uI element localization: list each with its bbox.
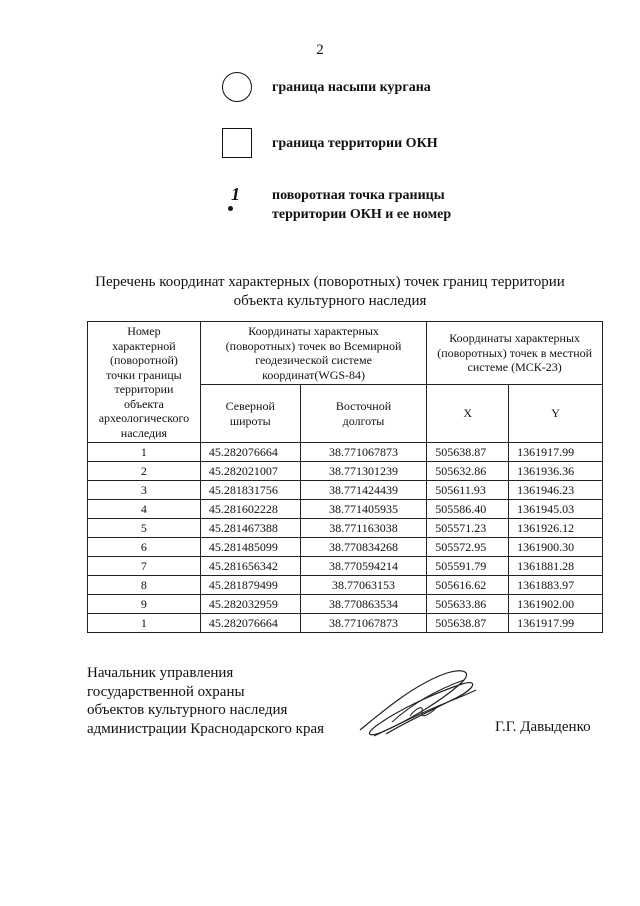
header-y: Y <box>509 385 603 443</box>
mound-boundary-circle-icon <box>222 72 252 102</box>
legend-text: граница территории ОКН <box>272 135 438 151</box>
legend-text: граница насыпи кургана <box>272 79 431 95</box>
header-x: X <box>427 385 509 443</box>
header-point-number: Номер характерной (поворотной) точки границы территории объекта археологического наследия <box>88 322 201 443</box>
table-row: 4 45.281602228 38.771405935 505586.40 1361945.03 <box>88 500 603 519</box>
turning-point-icon <box>222 184 252 222</box>
table-row: 3 45.281831756 38.771424439 505611.93 1361946.23 <box>88 481 603 500</box>
header-wgs84-group: Координаты характерных (поворотных) точек во Всемирной геодезической системе координат(WGS-84) <box>200 322 426 385</box>
table-row: 5 45.281467388 38.771163038 505571.23 1361926.12 <box>88 519 603 538</box>
table-row: 1 45.282076664 38.771067873 505638.87 1361917.99 <box>88 614 603 633</box>
header-latitude: Северной широты <box>200 385 300 443</box>
table-row: 6 45.281485099 38.770834268 505572.95 1361900.30 <box>88 538 603 557</box>
signatory-title: Начальник управления государственной охраны объектов культурного наследия администрации Краснодарского края <box>87 665 325 737</box>
table-row: 9 45.282032959 38.770863534 505633.86 1361902.00 <box>88 595 603 614</box>
table-row: 2 45.282021007 38.771301239 505632.86 1361936.36 <box>88 462 603 481</box>
handwritten-signature <box>352 664 482 744</box>
legend-text: поворотная точка границы территории ОКН и ее номер <box>272 188 452 222</box>
header-longitude: Восточной долготы <box>300 385 427 443</box>
legend-item-territory-boundary <box>222 128 438 158</box>
coordinates-table <box>87 321 603 633</box>
document-title: Перечень координат характерных (поворотных) точек границ территории объекта культурного наследия <box>95 274 565 309</box>
legend-item-turning-point <box>222 186 451 224</box>
turning-point-marker-number: 1 <box>231 184 240 204</box>
signatory-name: Г.Г. Давыденко <box>495 719 591 735</box>
table-row: 1 45.282076664 38.771067873 505638.87 1361917.99 <box>88 443 603 462</box>
table-row: 8 45.281879499 38.77063153 505616.62 1361883.97 <box>88 576 603 595</box>
header-msk23-group: Координаты характерных (поворотных) точек в местной системе (МСК-23) <box>427 322 603 385</box>
territory-boundary-square-icon <box>222 128 252 158</box>
legend-item-mound-boundary <box>222 72 431 102</box>
table-row: 7 45.281656342 38.770594214 505591.79 1361881.28 <box>88 557 603 576</box>
page-number: 2 <box>316 42 324 58</box>
